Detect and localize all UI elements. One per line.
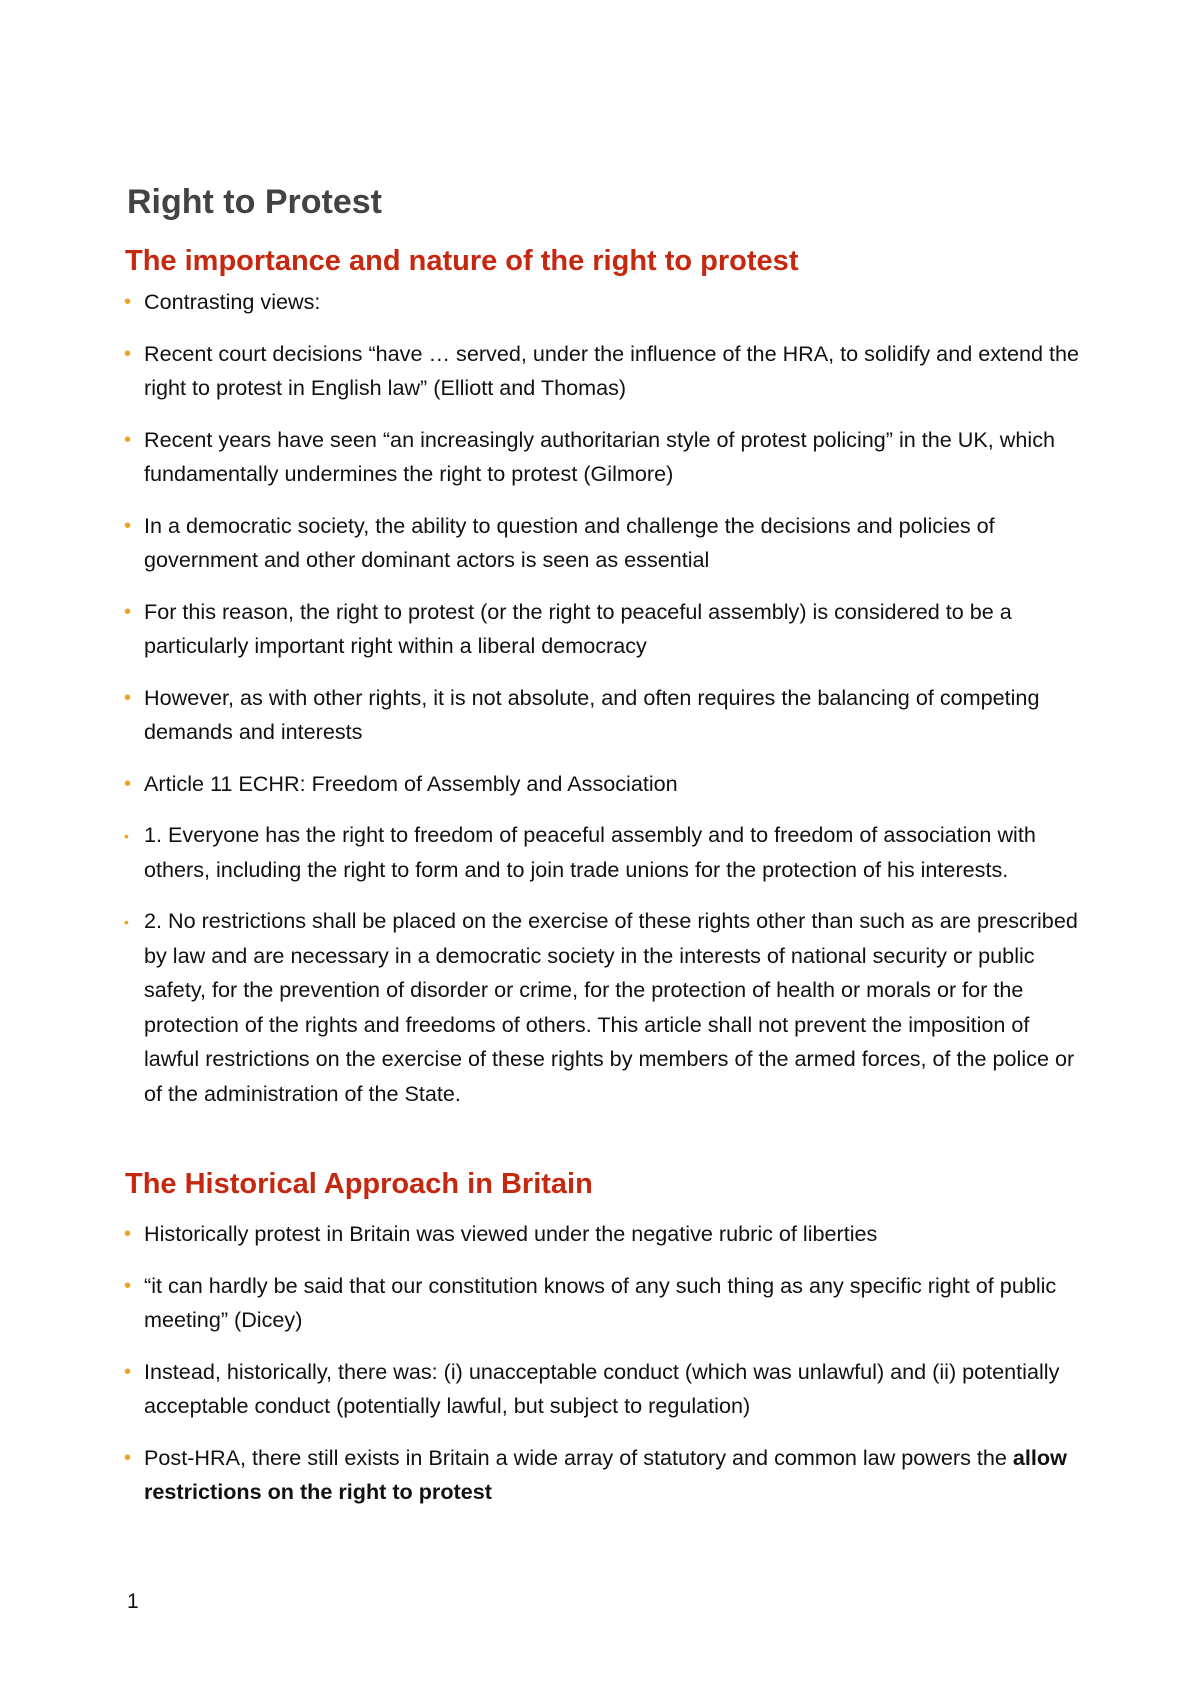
page-number: 1	[127, 1590, 139, 1613]
bullet-icon: •	[124, 828, 129, 844]
bullet-icon: •	[124, 428, 132, 451]
bullet-icon: •	[124, 514, 132, 537]
list-item: • Recent years have seen “an increasingly authoritarian style of protest policing” in the UK, which fundamentally undermines the right to protest (Gilmore)	[122, 423, 1082, 492]
bullet-list-importance	[122, 285, 1082, 1128]
bullet-icon: •	[124, 1223, 132, 1245]
list-item: • Post-HRA, there still exists in Britain a wide array of statutory and common law powers the allow restrictions on the right to protest	[122, 1441, 1082, 1510]
page-title: Right to Protest	[127, 183, 382, 221]
bullet-icon: •	[124, 686, 132, 709]
list-item: • Instead, historically, there was: (i) unacceptable conduct (which was unlawful) and (ii) potentially acceptable conduct (potentially lawful, but subject to regulation)	[122, 1355, 1082, 1424]
list-item: • Historically protest in Britain was viewed under the negative rubric of liberties	[122, 1217, 1082, 1252]
list-item: • However, as with other rights, it is not absolute, and often requires the balancing of competing demands and interests	[122, 681, 1082, 750]
bullet-icon: •	[124, 1446, 132, 1469]
list-item: • 1. Everyone has the right to freedom of peaceful assembly and to freedom of association with others, including the right to form and to join trade unions for the protection of his interests.	[122, 818, 1082, 887]
list-item: • For this reason, the right to protest (or the right to peaceful assembly) is considered to be a particularly important right within a liberal democracy	[122, 595, 1082, 664]
bullet-icon: •	[124, 342, 132, 365]
bullet-icon: •	[124, 1360, 132, 1383]
section-heading-historical: The Historical Approach in Britain	[125, 1168, 593, 1200]
bullet-list-historical	[122, 1217, 1082, 1527]
bullet-icon: •	[124, 291, 132, 313]
section-heading-importance: The importance and nature of the right to protest	[125, 245, 799, 277]
bullet-icon: •	[124, 1274, 132, 1297]
list-item: • “it can hardly be said that our constitution knows of any such thing as any specific right of public meeting” (Dicey)	[122, 1269, 1082, 1338]
bullet-icon: •	[124, 772, 132, 795]
list-item: • Recent court decisions “have … served, under the influence of the HRA, to solidify and extend the right to protest in English law” (Elliott and Thomas)	[122, 337, 1082, 406]
bullet-icon: •	[124, 914, 129, 930]
list-item: • Article 11 ECHR: Freedom of Assembly and Association	[122, 767, 1082, 802]
list-item: • Contrasting views:	[122, 285, 1082, 320]
bullet-icon: •	[124, 600, 132, 623]
list-item: • 2. No restrictions shall be placed on the exercise of these rights other than such as are prescribed by law and are necessary in a democratic society in the interests of national security or public safety, for the prevention of disorder or crime, for the protection of health or morals or for the protection of the rights and freedoms of others. This article shall not prevent the imposition of lawful restrictions on the exercise of these rights by members of the armed forces, of the police or of the administration of the State.	[122, 904, 1082, 1111]
emphasis-text: allow restrictions on the right to protest	[144, 1444, 1067, 1504]
list-item: • In a democratic society, the ability to question and challenge the decisions and policies of government and other dominant actors is seen as essential	[122, 509, 1082, 578]
